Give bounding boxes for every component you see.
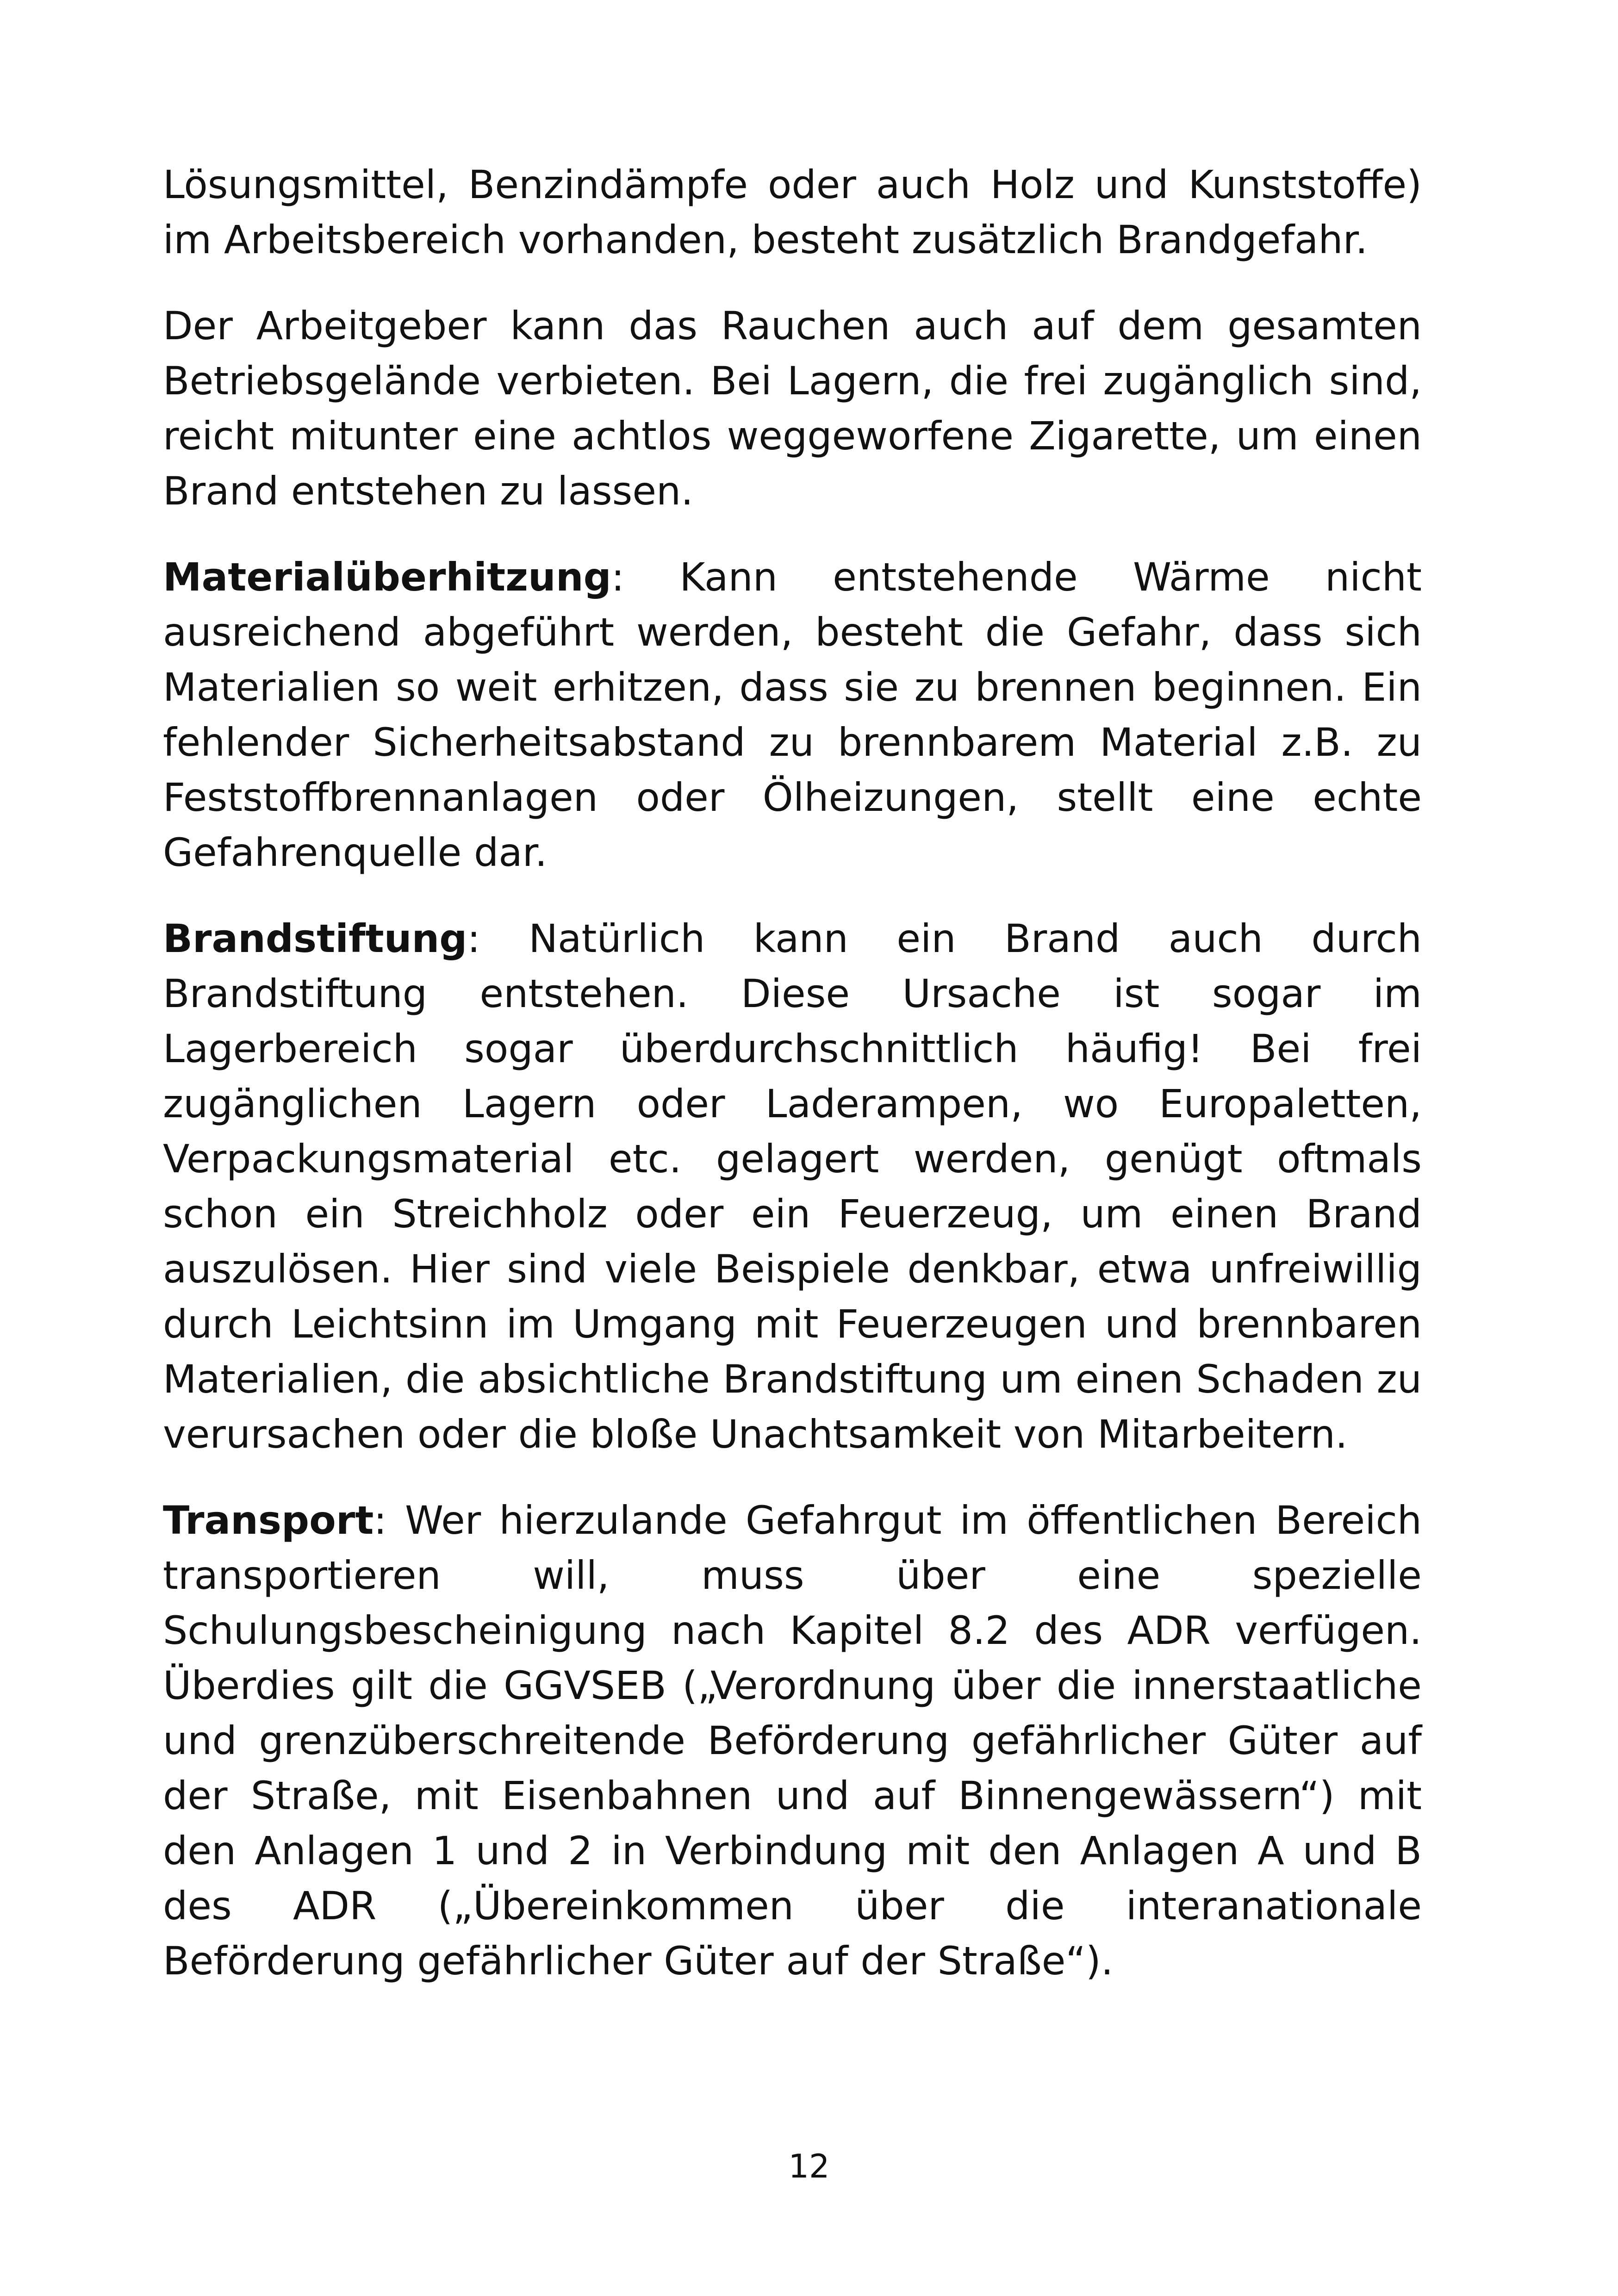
term-separator: : [467, 916, 529, 961]
paragraph-material-overheating [163, 550, 1422, 880]
paragraph-transport [163, 1493, 1422, 1989]
paragraph-text: Der Arbeitgeber kann das Rauchen auch auf dem gesamten Betriebsgelände verbieten. Bei Lagern, die frei zugänglich sind, reicht mitunter eine achtlos weggeworfene Zigarette, um einen Brand entstehen zu lassen. [163, 303, 1422, 514]
term-heading: Transport [163, 1498, 374, 1543]
term-separator: : [373, 1498, 405, 1543]
paragraph-text: Kann entstehende Wärme nicht ausreichend abgeführt werden, besteht die Gefahr, dass sich Materialien so weit erhitzen, dass sie zu brennen beginnen. Ein fehlender Sicherheitsabstand zu brennbarem Material z.B. zu Feststoffbrennanlagen oder Ölheizungen, stellt eine echte Gefahrenquelle dar. [163, 554, 1422, 875]
paragraph-smoking-ban [163, 299, 1422, 519]
term-heading: Materialüberhitzung [163, 554, 611, 600]
paragraph-text: Lösungsmittel, Benzindämpfe oder auch Holz und Kunststoffe) im Arbeitsbereich vorhanden, besteht zusätzlich Brandgefahr. [163, 162, 1422, 262]
term-separator: : [611, 554, 680, 600]
page-number: 12 [788, 2147, 830, 2185]
paragraph-arson [163, 911, 1422, 1462]
paragraph-text: Wer hierzulande Gefahrgut im öffentlichen Bereich transportieren will, muss über eine spezielle Schulungsbescheinigung nach Kapitel 8.2 des ADR verfügen. Überdies gilt die GGVSEB („Verordnung über die innerstaatliche und grenzüberschreitende Beförderung gefährlicher Güter auf der Straße, mit Eisenbahnen und auf Binnengewässern“) mit den Anlagen 1 und 2 in Verbindung mit den Anlagen A und B des ADR („Übereinkommen über die interanationale Beförderung gefährlicher Güter auf der Straße“). [163, 1498, 1422, 1984]
document-page [163, 157, 1422, 2020]
paragraph-text: Natürlich kann ein Brand auch durch Brandstiftung entstehen. Diese Ursache ist sogar im Lagerbereich sogar überdurchschnittlich häufig! Bei frei zugänglichen Lagern oder Laderampen, wo Europaletten, Verpackungsmaterial etc. gelagert werden, genügt oftmals schon ein Streichholz oder ein Feuerzeug, um einen Brand auszulösen. Hier sind viele Beispiele denkbar, etwa unfreiwillig durch Leichtsinn im Umgang mit Feuerzeugen und brennbaren Materialien, die absichtliche Brandstiftung um einen Schaden zu verursachen oder die bloße Unachtsamkeit von Mitarbeitern. [163, 916, 1422, 1457]
term-heading: Brandstiftung [163, 916, 467, 961]
paragraph-fire-hazard [163, 157, 1422, 268]
